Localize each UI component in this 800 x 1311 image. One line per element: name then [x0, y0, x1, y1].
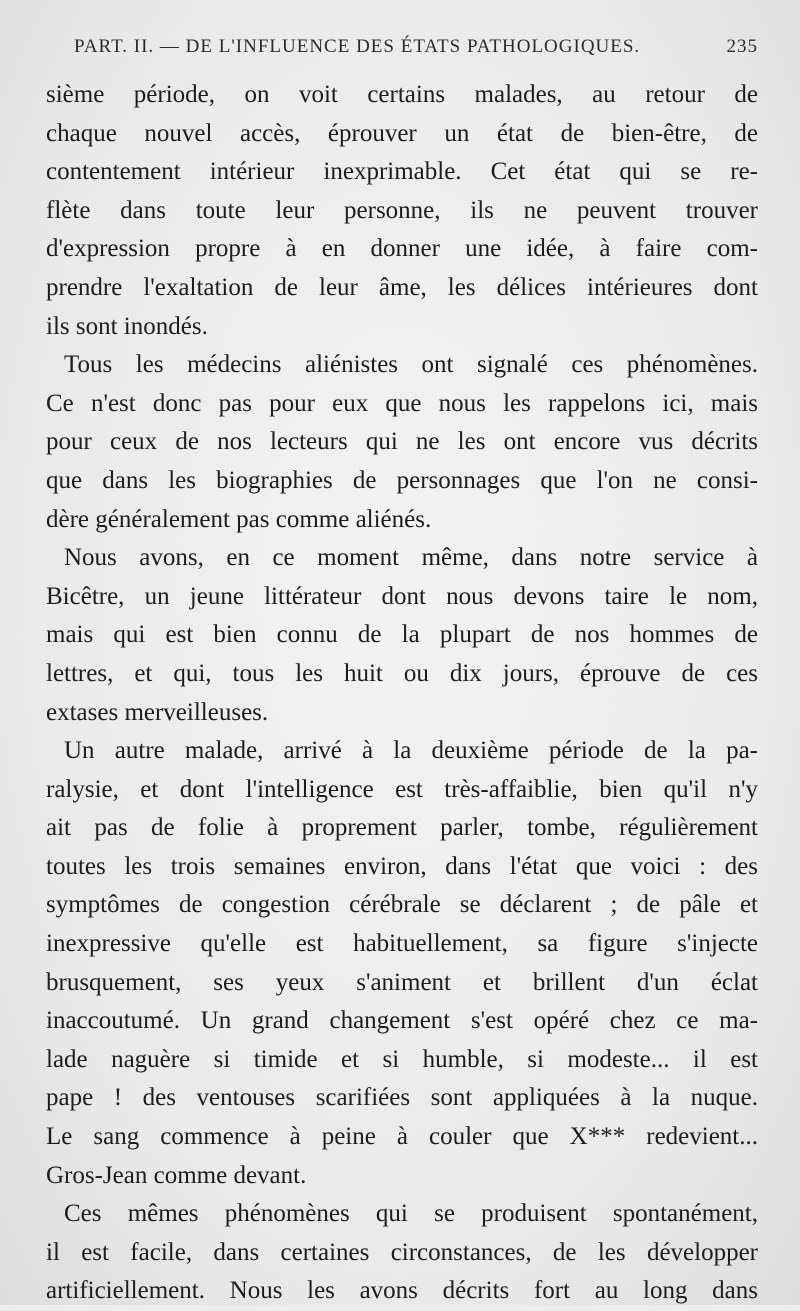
text-line: il est facile, dans certaines circonstances, de les développer	[46, 1238, 758, 1266]
text-line: Ce n'est donc pas pour eux que nous les rappelons ici, mais	[46, 389, 758, 417]
text-line: mais qui est bien connu de la plupart de nos hommes de	[46, 621, 758, 649]
text-line: pour ceux de nos lecteurs qui ne les ont encore vus décrits	[46, 428, 758, 456]
text-line: chaque nouvel accès, éprouver un état de bien-être, de	[46, 119, 758, 147]
paragraph	[46, 732, 758, 1195]
text-line: prendre l'exaltation de leur âme, les délices intérieures dont	[46, 273, 758, 301]
text-line: inexpressive qu'elle est habituellement, sa figure s'injecte	[46, 930, 758, 958]
text-line: extases merveilleuses.	[46, 698, 269, 726]
text-line: ralysie, et dont l'intelligence est très-affaiblie, bien qu'il n'y	[46, 775, 758, 803]
text-line: Gros-Jean comme devant.	[46, 1161, 307, 1189]
paragraph	[46, 1195, 758, 1311]
text-line: ait pas de folie à proprement parler, tombe, régulièrement	[46, 814, 758, 842]
text-line: Ces mêmes phénomènes qui se produisent spontanément,	[64, 1200, 758, 1228]
text-line: inaccoutumé. Un grand changement s'est opéré chez ce ma-	[46, 1007, 758, 1035]
header-title: PART. II. — DE L'INFLUENCE DES ÉTATS PATHOLOGIQUES.	[74, 36, 641, 57]
text-line: lettres, et qui, tous les huit ou dix jours, éprouve de ces	[46, 659, 758, 687]
text-line: symptômes de congestion cérébrale se déclarent ; de pâle et	[46, 891, 758, 919]
running-header	[74, 36, 770, 66]
text-line: pape ! des ventouses scarifiées sont appliquées à la nuque.	[46, 1084, 758, 1112]
text-line: d'expression propre à en donner une idée, à faire com-	[46, 235, 758, 263]
text-line: Tous les médecins aliénistes ont signalé ces phénomènes.	[64, 351, 758, 379]
page-body	[46, 76, 758, 1311]
text-line: Nous avons, en ce moment même, dans notre service à	[64, 544, 758, 572]
text-line: dère généralement pas comme aliénés.	[46, 505, 432, 533]
text-line: brusquement, ses yeux s'animent et brillent d'un éclat	[46, 968, 758, 996]
paragraph	[46, 346, 758, 539]
text-line: Le sang commence à peine à couler que X*** redevient...	[46, 1123, 758, 1151]
text-line: artificiellement. Nous les avons décrits fort au long dans	[46, 1277, 758, 1305]
text-line: contentement intérieur inexprimable. Cet état qui se re-	[46, 158, 758, 186]
text-line: ils sont inondés.	[46, 312, 208, 340]
text-line: Un autre malade, arrivé à la deuxième période de la pa-	[64, 737, 758, 765]
text-line: sième période, on voit certains malades, au retour de	[46, 81, 758, 108]
paragraph	[46, 76, 758, 346]
page-number: 235	[726, 36, 758, 57]
text-line: toutes les trois semaines environ, dans l'état que voici : des	[46, 852, 758, 880]
text-line: que dans les biographies de personnages que l'on ne consi-	[46, 466, 758, 494]
text-line: flète dans toute leur personne, ils ne peuvent trouver	[46, 196, 758, 224]
text-line: Bicêtre, un jeune littérateur dont nous devons taire le nom,	[46, 582, 758, 610]
paragraph	[46, 539, 758, 732]
text-line: lade naguère si timide et si humble, si modeste... il est	[46, 1045, 758, 1073]
